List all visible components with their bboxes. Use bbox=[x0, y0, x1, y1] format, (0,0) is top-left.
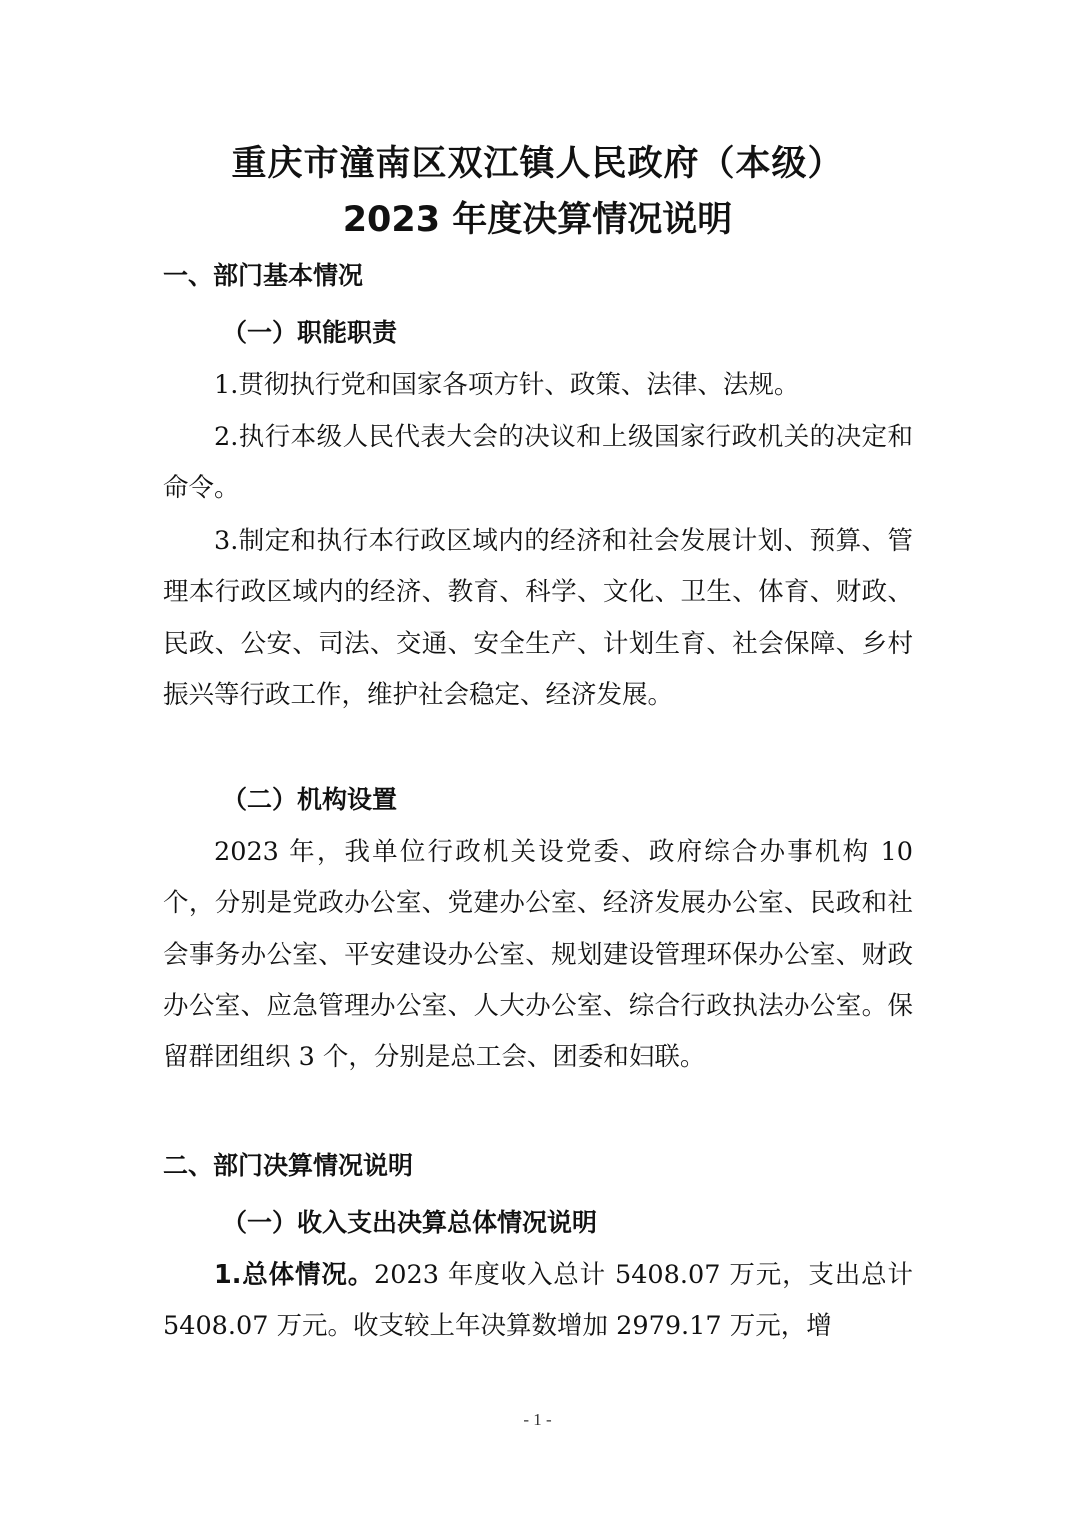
page-number: - 1 - bbox=[523, 1410, 552, 1429]
section2-sub1-heading: （一）收入支出决算总体情况说明 bbox=[222, 1208, 598, 1237]
section1-sub1-heading: （一）职能职责 bbox=[222, 318, 398, 347]
overall-situation-text: 2023 年度收入总计 5408.07 万元，支出总计 5408.07 万元。收支较上年决算数增加 2979.17 万元，增 bbox=[163, 1260, 913, 1342]
document-title-line2: 2023 年度决算情况说明 bbox=[342, 200, 733, 240]
duty-item-3: 3.制定和执行本行政区域内的经济和社会发展计划、预算、管理本行政区域内的经济、教育、科学、文化、卫生、体育、财政、民政、公安、司法、交通、安全生产、计划生育、社会保障、乡村振兴等行政工作，维护社会稳定、经济发展。 bbox=[163, 526, 913, 710]
overall-situation-lead: 1.总体情况。 bbox=[214, 1260, 375, 1290]
document-title-line1: 重庆市潼南区双江镇人民政府（本级） bbox=[231, 144, 844, 184]
duty-item-1: 1.贯彻执行党和国家各项方针、政策、法律、法规。 bbox=[214, 370, 800, 400]
section2-heading: 二、部门决算情况说明 bbox=[163, 1151, 414, 1180]
duty-item-2: 2.执行本级人民代表大会的决议和上级国家行政机关的决定和命令。 bbox=[163, 422, 913, 504]
section1-heading: 一、部门基本情况 bbox=[163, 261, 364, 290]
org-setup-paragraph: 2023 年，我单位行政机关设党委、政府综合办事机构 10 个，分别是党政办公室、党建办公室、经济发展办公室、民政和社会事务办公室、平安建设办公室、规划建设管理环保办公室、财政办公室、应急管理办公室、人大办公室、综合行政执法办公室。保留群团组织 3 个，分别是总工会、团委和妇联。 bbox=[163, 837, 913, 1073]
section1-sub2-heading: （二）机构设置 bbox=[222, 785, 398, 814]
overall-situation-paragraph bbox=[163, 1250, 913, 1353]
